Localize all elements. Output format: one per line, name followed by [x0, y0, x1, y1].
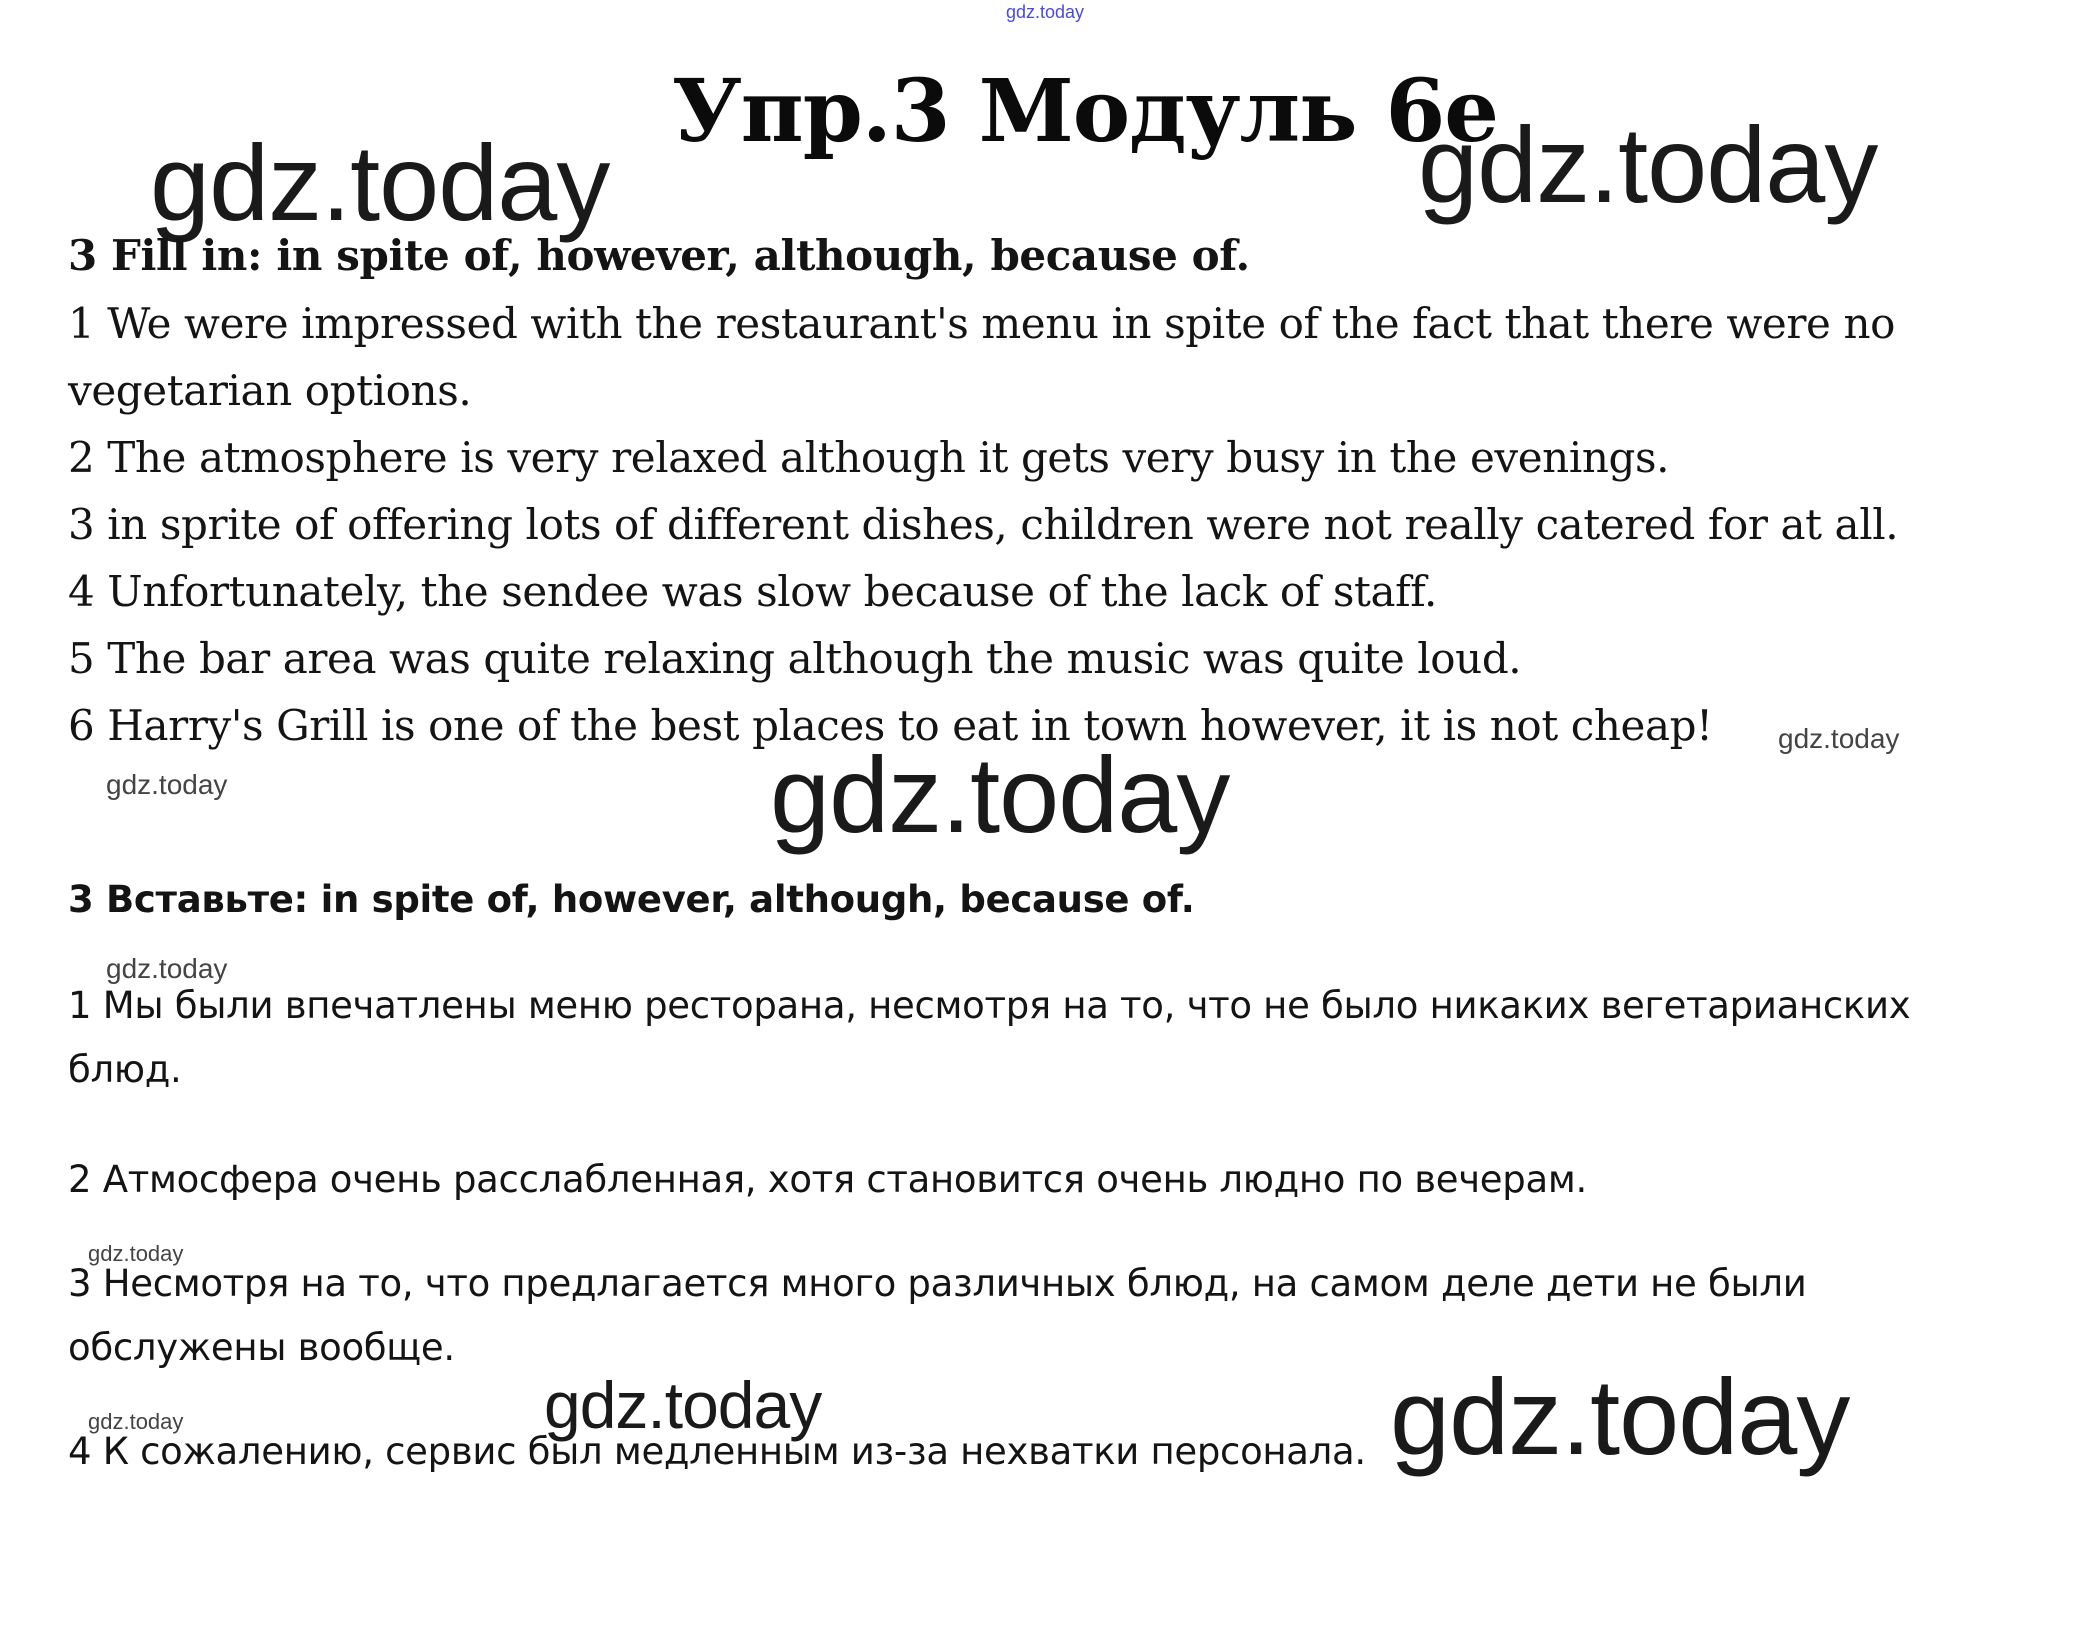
russian-line: блюд. — [68, 1048, 182, 1091]
english-line: 6 Harry's Grill is one of the best places to eat in town however, it is not cheap! — [68, 701, 1713, 750]
russian-line: 1 Мы были впечатлены меню ресторана, несмотря на то, что не было никаких вегетарианских — [68, 984, 1911, 1027]
watermark-small: gdz.today — [1778, 723, 1900, 754]
page-title: Упр.3 Модуль 6е — [672, 61, 1499, 162]
watermark-large-left: gdz.today — [150, 122, 610, 243]
english-line: 3 in sprite of offering lots of different dishes, children were not really catered for at all. — [68, 500, 1899, 549]
watermark-medium: gdz.today — [544, 1368, 822, 1442]
russian-line: обслужены вообще. — [68, 1326, 455, 1369]
english-instruction: 3 Fill in: in spite of, however, although, because of. — [68, 231, 1250, 280]
english-line: 5 The bar area was quite relaxing although the music was quite loud. — [68, 634, 1522, 683]
russian-instruction: 3 Вставьте: in spite of, however, although, because of. — [68, 878, 1195, 921]
watermark-top: gdz.today — [1006, 2, 1085, 22]
watermark-large-center: gdz.today — [770, 734, 1230, 855]
watermark-large-bottom: gdz.today — [1390, 1356, 1850, 1477]
russian-line: 2 Атмосфера очень расслабленная, хотя становится очень людно по вечерам. — [68, 1158, 1587, 1201]
watermark-small: gdz.today — [106, 769, 228, 800]
english-line: 4 Unfortunately, the sendee was slow because of the lack of staff. — [68, 567, 1437, 616]
english-line: 1 We were impressed with the restaurant's menu in spite of the fact that there were no — [68, 299, 1895, 348]
english-line: 2 The atmosphere is very relaxed although it gets very busy in the evenings. — [68, 433, 1670, 482]
russian-line: 3 Несмотря на то, что предлагается много различных блюд, на самом деле дети не были — [68, 1262, 1807, 1305]
watermark-tiny: gdz.today — [88, 1409, 184, 1434]
watermark-small: gdz.today — [106, 953, 228, 984]
russian-line: 4 К сожалению, сервис был медленным из-за нехватки персонала. — [68, 1430, 1366, 1473]
watermark-tiny: gdz.today — [88, 1241, 184, 1266]
watermark-large-right: gdz.today — [1418, 104, 1878, 225]
english-line: vegetarian options. — [68, 366, 472, 415]
